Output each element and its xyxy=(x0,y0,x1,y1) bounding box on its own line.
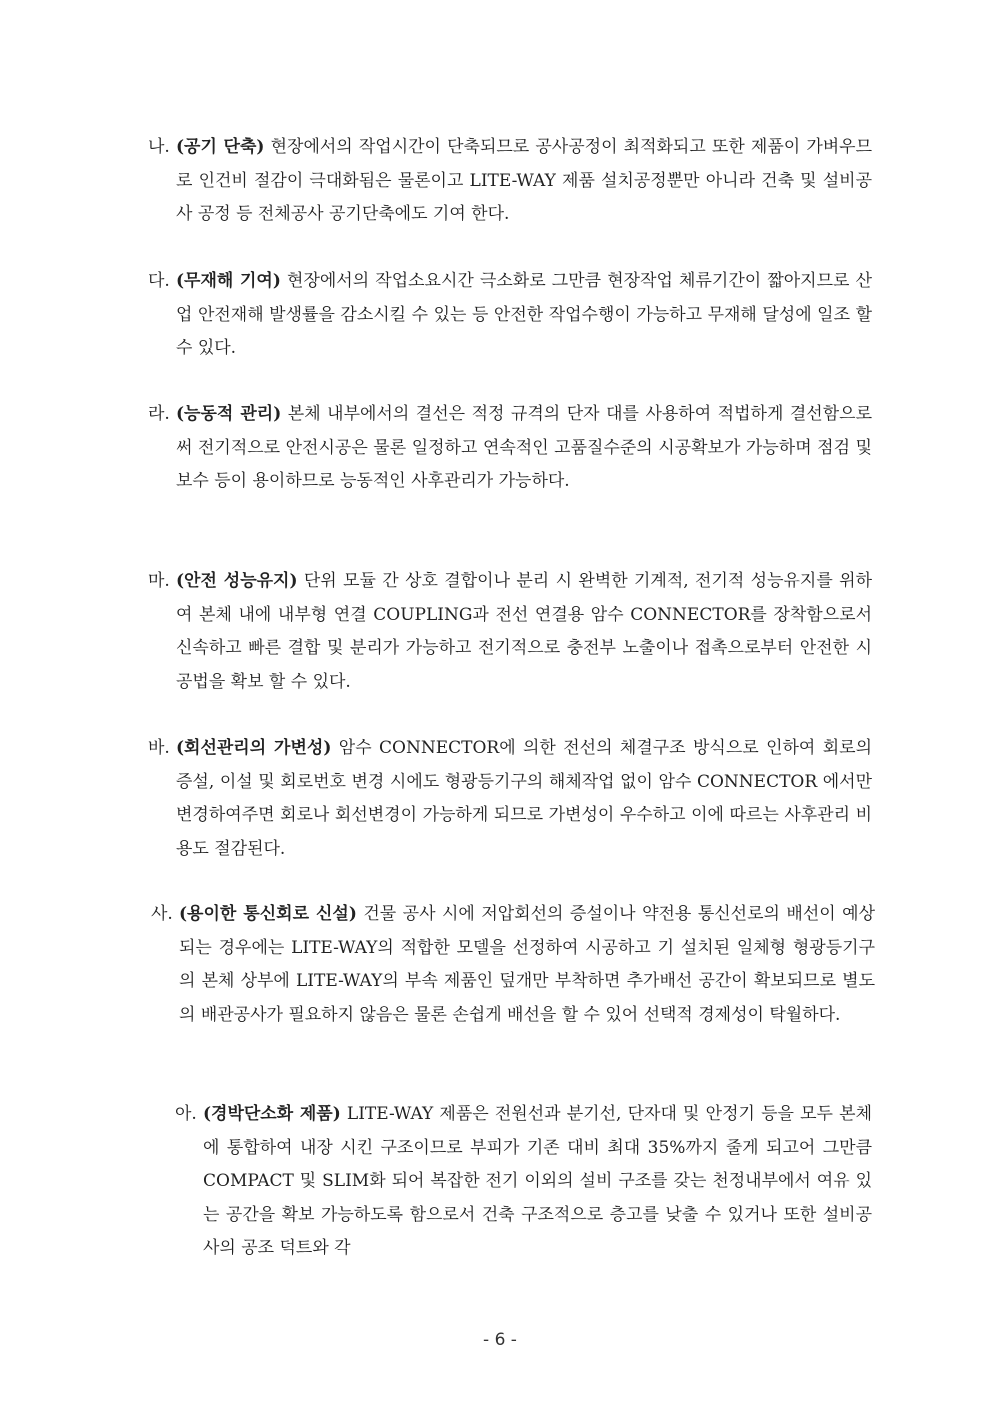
item-heading: (무재해 기여) xyxy=(176,271,281,291)
item-marker: 다. xyxy=(148,271,170,291)
section-item-na xyxy=(148,131,872,232)
section-item-ma xyxy=(148,565,872,699)
item-heading: (용이한 통신회로 신설) xyxy=(179,904,357,924)
item-marker: 바. xyxy=(148,738,170,758)
item-heading: (경박단소화 제품) xyxy=(203,1104,341,1124)
section-item-ra xyxy=(148,398,872,499)
section-item-sa xyxy=(151,898,875,1032)
item-marker: 사. xyxy=(151,904,173,924)
item-marker: 마. xyxy=(148,571,170,591)
section-item-ba xyxy=(148,732,872,866)
item-heading: (공기 단축) xyxy=(176,137,265,157)
item-body: 현장에서의 작업소요시간 극소화로 그만큼 현장작업 체류기간이 짧아지므로 산업 안전재해 발생률을 감소시킬 수 있는 등 안전한 작업수행이 가능하고 무재해 달성에 일조 할 수 있다. xyxy=(176,271,873,358)
section-item-da xyxy=(148,265,872,366)
item-body: 현장에서의 작업시간이 단축되므로 공사공정이 최적화되고 또한 제품이 가벼우므로 인건비 절감이 극대화됨은 물론이고 LITE-WAY 제품 설치공정뿐만 아니라 건축 및 설비공사 공정 등 전체공사 공기단축에도 기여 한다. xyxy=(176,137,873,224)
item-body: 건물 공사 시에 저압회선의 증설이나 약전용 통신선로의 배선이 예상되는 경우에는 LITE-WAY의 적합한 모델을 선정하여 시공하고 기 설치된 일체형 형광등기구의 본체 상부에 LITE-WAY의 부속 제품인 덮개만 부착하면 추가배선 공간이 확보되므로 별도의 배관공사가 필요하지 않음은 물론 손쉽게 배선을 할 수 있어 선택적 경제성이 탁월하다. xyxy=(179,904,875,1025)
section-item-a xyxy=(175,1098,872,1266)
item-heading: (회선관리의 가변성) xyxy=(176,738,332,758)
item-marker: 라. xyxy=(148,404,170,424)
item-body: 암수 CONNECTOR에 의한 전선의 체결구조 방식으로 인하여 회로의 증설, 이설 및 회로번호 변경 시에도 형광등기구의 해체작업 없이 암수 CONNECTOR 에서만 변경하여주면 회로나 회선변경이 가능하게 되므로 가변성이 우수하고 이에 따르는 사후관리 비용도 절감된다. xyxy=(176,738,872,859)
page-number: - 6 - xyxy=(483,1330,517,1350)
item-heading: (안전 성능유지) xyxy=(176,571,298,591)
item-marker: 아. xyxy=(175,1104,197,1124)
item-heading: (능동적 관리) xyxy=(176,404,282,424)
item-body: 단위 모듈 간 상호 결합이나 분리 시 완벽한 기계적, 전기적 성능유지를 위하여 본체 내에 내부형 연결 COUPLING과 전선 연결용 암수 CONNECTOR를 장착함으로서 신속하고 빠른 결합 및 분리가 가능하고 전기적으로 충전부 노출이나 접촉으로부터 안전한 시공법을 확보 할 수 있다. xyxy=(176,571,872,692)
item-body: 본체 내부에서의 결선은 적정 규격의 단자 대를 사용하여 적법하게 결선함으로써 전기적으로 안전시공은 물론 일정하고 연속적인 고품질수준의 시공확보가 가능하며 점검 및 보수 등이 용이하므로 능동적인 사후관리가 가능하다. xyxy=(176,404,872,491)
item-body: LITE-WAY 제품은 전원선과 분기선, 단자대 및 안정기 등을 모두 본체에 통합하여 내장 시킨 구조이므로 부피가 기존 대비 최대 35%까지 줄게 되고어 그만큼 COMPACT 및 SLIM화 되어 복잡한 전기 이외의 설비 구조를 갖는 천정내부에서 여유 있는 공간을 확보 가능하도록 함으로서 건축 구조적으로 층고를 낮출 수 있거나 또한 설비공사의 공조 덕트와 각 xyxy=(203,1104,873,1258)
item-marker: 나. xyxy=(148,137,170,157)
